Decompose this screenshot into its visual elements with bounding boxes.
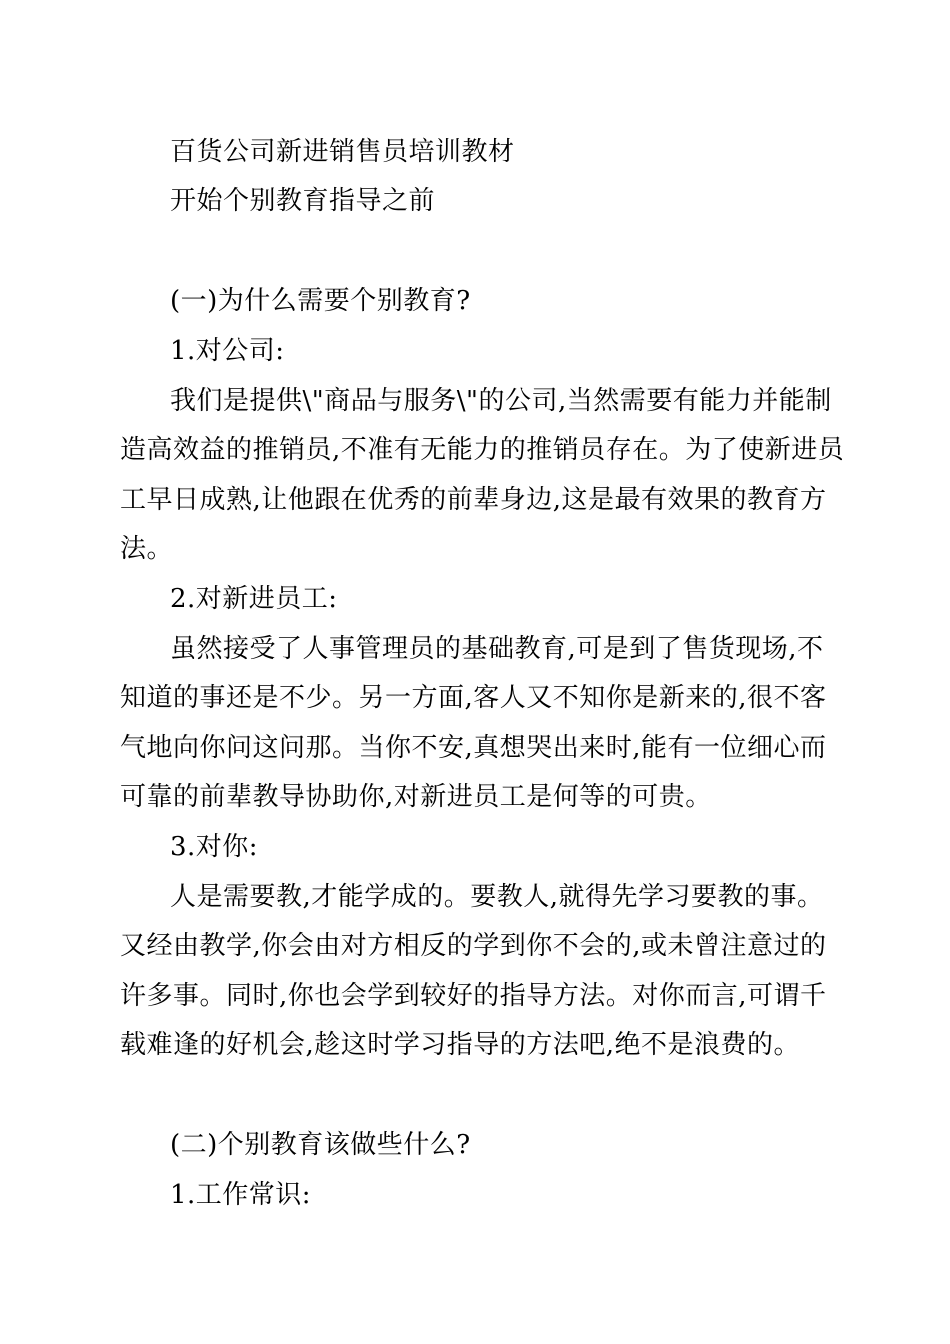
section-heading-2: (二)个别教育该做些什么? — [170, 1130, 471, 1160]
paragraph-line: 虽然接受了人事管理员的基础教育,可是到了售货现场,不 — [170, 634, 824, 664]
paragraph-line: 我们是提供\"商品与服务\"的公司,当然需要有能力并能制 — [170, 386, 832, 416]
paragraph-line: 又经由教学,你会由对方相反的学到你不会的,或未曾注意过的 — [120, 931, 827, 961]
item-heading-1-3: 3.对你: — [170, 832, 259, 862]
paragraph-line: 许多事。同时,你也会学到较好的指导方法。对你而言,可谓千 — [120, 981, 827, 1011]
paragraph-line: 造高效益的推销员,不准有无能力的推销员存在。为了使新进员 — [120, 435, 845, 465]
paragraph-line: 可靠的前辈教导协助你,对新进员工是何等的可贵。 — [120, 782, 712, 812]
paragraph-line: 知道的事还是不少。另一方面,客人又不知你是新来的,很不客 — [120, 683, 827, 713]
paragraph-line: 气地向你问这问那。当你不安,真想哭出来时,能有一位细心而 — [120, 733, 827, 763]
document-subtitle: 开始个别教育指导之前 — [170, 186, 436, 216]
item-heading-1-1: 1.对公司: — [170, 336, 285, 366]
item-heading-2-1: 1.工作常识: — [170, 1180, 312, 1210]
paragraph-line: 载难逢的好机会,趁这时学习指导的方法吧,绝不是浪费的。 — [120, 1030, 801, 1060]
document-title: 百货公司新进销售员培训教材 — [170, 137, 515, 167]
section-heading-1: (一)为什么需要个别教育? — [170, 286, 471, 316]
item-heading-1-2: 2.对新进员工: — [170, 584, 338, 614]
paragraph-line: 人是需要教,才能学成的。要教人,就得先学习要教的事。 — [170, 882, 824, 912]
paragraph-line: 工早日成熟,让他跟在优秀的前辈身边,这是最有效果的教育方 — [120, 485, 827, 515]
paragraph-line: 法。 — [120, 534, 174, 564]
